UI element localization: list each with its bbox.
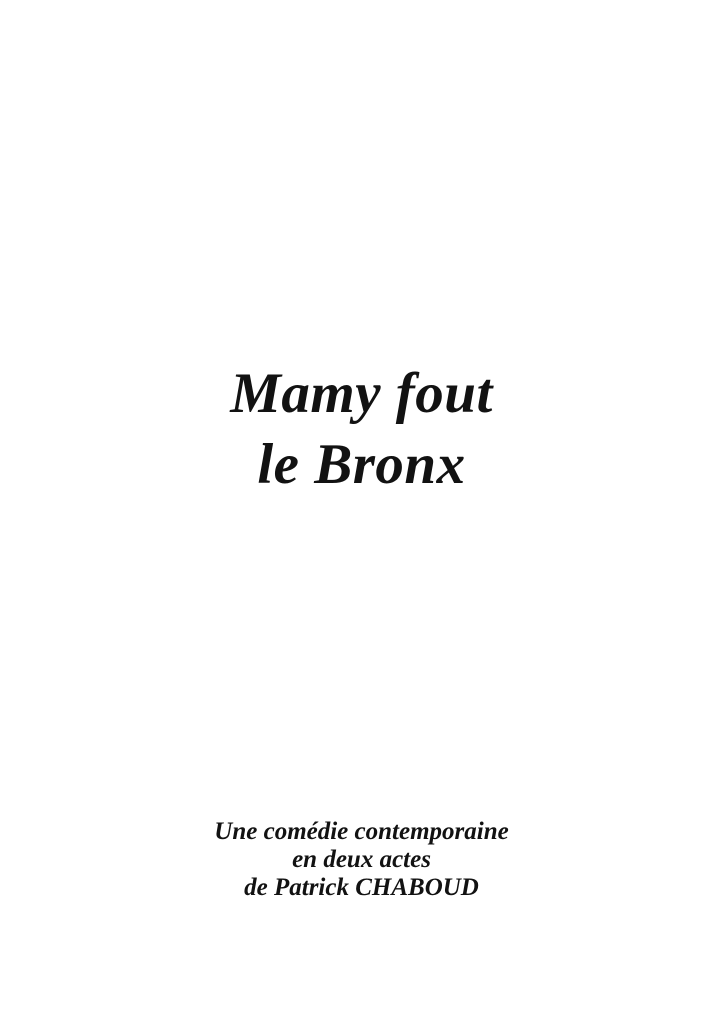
- genre-line: Une comédie contemporaine: [214, 818, 509, 845]
- play-credit-block: [0, 818, 723, 902]
- play-title-line-1: Mamy fout: [230, 362, 493, 425]
- play-title-line-2: le Bronx: [257, 433, 466, 496]
- play-title: [0, 358, 723, 500]
- acts-line: en deux actes: [292, 846, 431, 873]
- author-line: de Patrick CHABOUD: [244, 874, 479, 901]
